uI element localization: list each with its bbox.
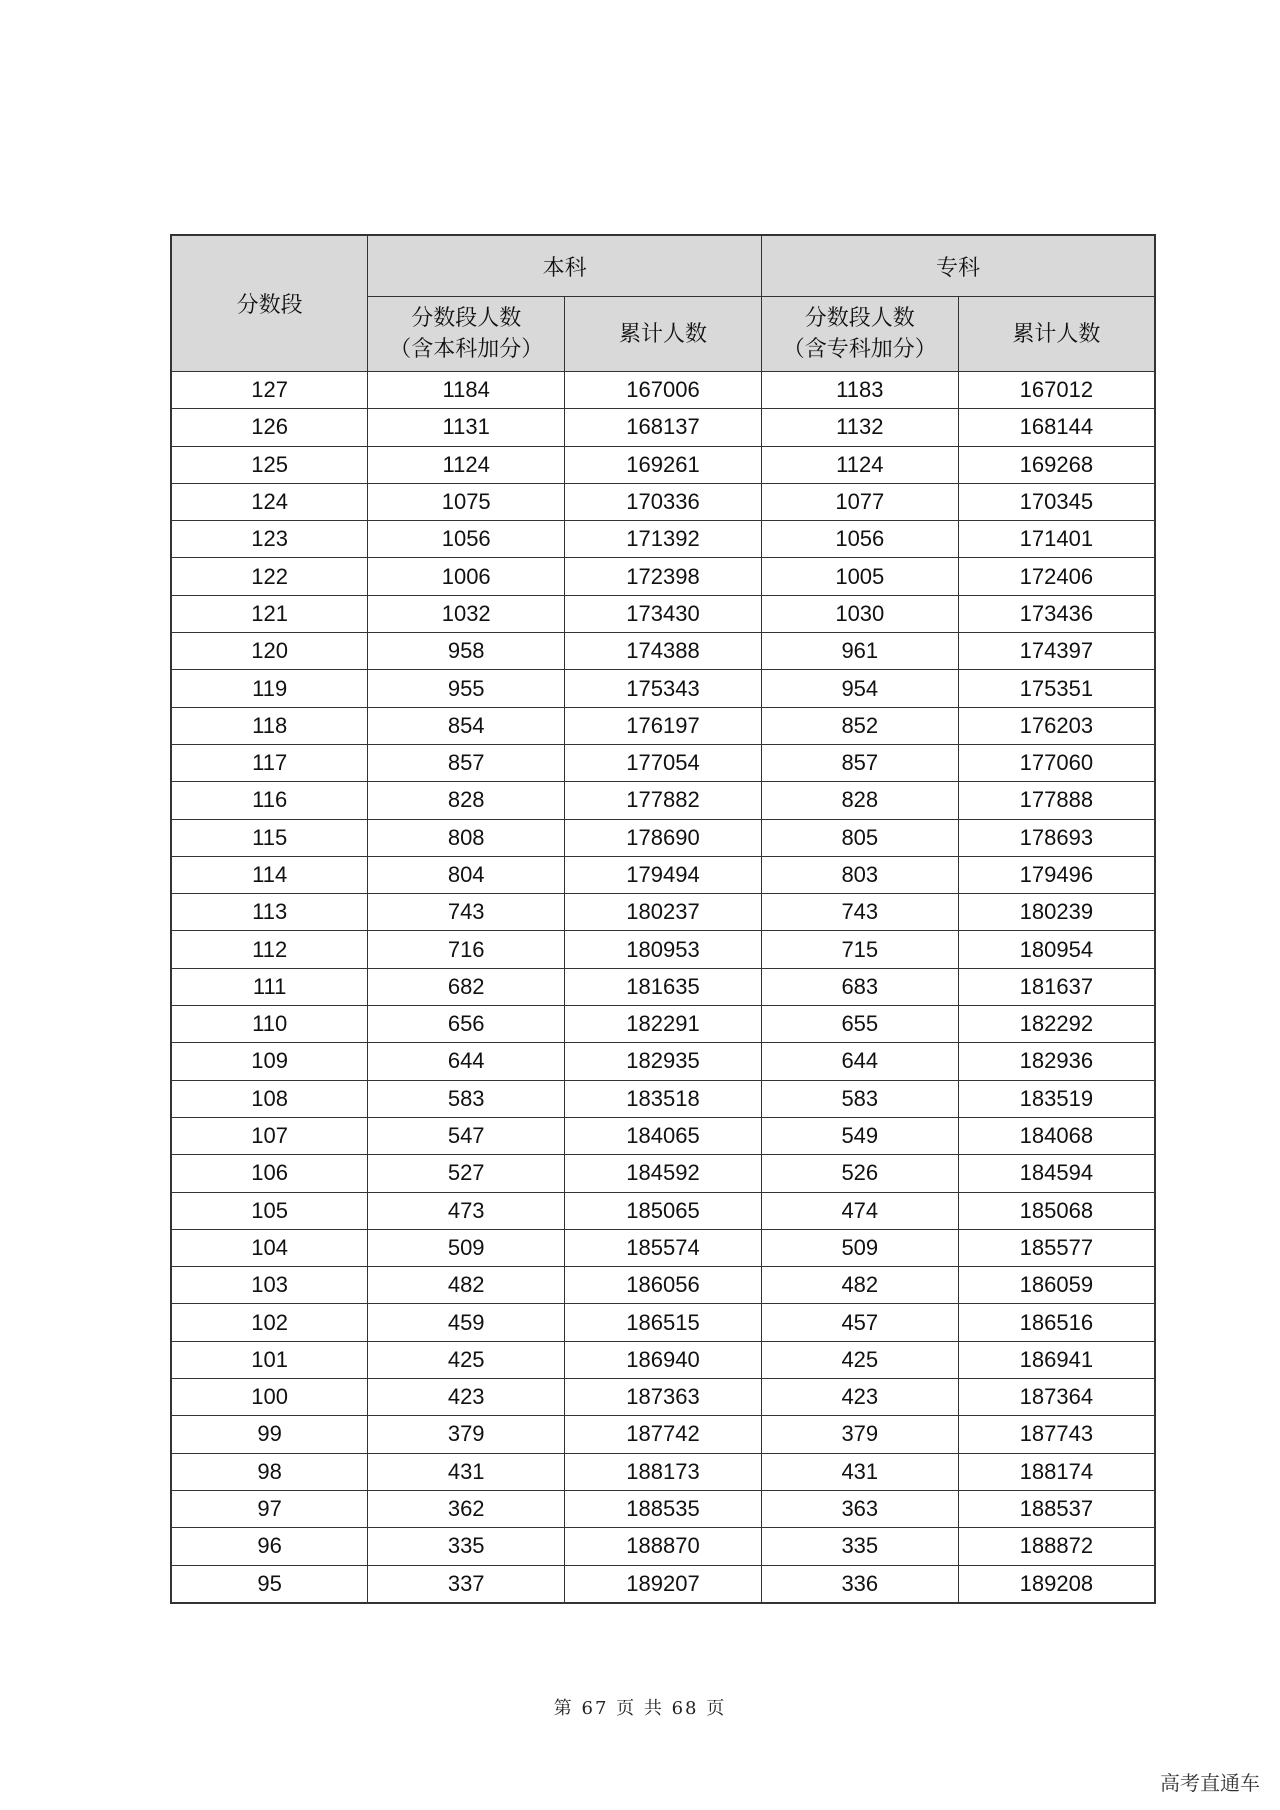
bachelor-count-cell: 955 <box>368 670 565 707</box>
table-row <box>171 1304 1155 1341</box>
table-row <box>171 1006 1155 1043</box>
associate-count-cell: 954 <box>761 670 958 707</box>
associate-cumulative-cell: 172406 <box>958 558 1155 595</box>
associate-count-cell: 857 <box>761 744 958 781</box>
table-row <box>171 1379 1155 1416</box>
table-row <box>171 1192 1155 1229</box>
associate-count-cell: 683 <box>761 968 958 1005</box>
bachelor-cumulative-cell: 187363 <box>565 1379 762 1416</box>
score-cell: 113 <box>171 894 368 931</box>
associate-count-cell: 526 <box>761 1155 958 1192</box>
score-cell: 96 <box>171 1528 368 1565</box>
score-cell: 106 <box>171 1155 368 1192</box>
bachelor-count-cell: 1124 <box>368 446 565 483</box>
associate-cumulative-cell: 177888 <box>958 782 1155 819</box>
score-cell: 104 <box>171 1229 368 1266</box>
bachelor-count-cell: 743 <box>368 894 565 931</box>
bachelor-cumulative-cell: 179494 <box>565 856 762 893</box>
score-cell: 110 <box>171 1006 368 1043</box>
score-cell: 109 <box>171 1043 368 1080</box>
score-cell: 123 <box>171 521 368 558</box>
associate-count-cell: 1132 <box>761 409 958 446</box>
associate-cumulative-cell: 177060 <box>958 744 1155 781</box>
bachelor-cumulative-cell: 177054 <box>565 744 762 781</box>
associate-cumulative-cell: 182292 <box>958 1006 1155 1043</box>
bachelor-count-cell: 857 <box>368 744 565 781</box>
bachelor-cumulative-cell: 172398 <box>565 558 762 595</box>
bachelor-cumulative-cell: 171392 <box>565 521 762 558</box>
bachelor-count-cell: 1032 <box>368 595 565 632</box>
associate-count-cell: 961 <box>761 633 958 670</box>
score-cell: 102 <box>171 1304 368 1341</box>
bachelor-count-cell: 425 <box>368 1341 565 1378</box>
associate-count-cell: 852 <box>761 707 958 744</box>
bachelor-count-cell: 716 <box>368 931 565 968</box>
associate-count-cell: 425 <box>761 1341 958 1378</box>
watermark-text: 高考直通车 <box>1160 1771 1260 1795</box>
bachelor-count-header <box>368 297 565 372</box>
table-body <box>171 372 1155 1603</box>
associate-count-cell: 482 <box>761 1267 958 1304</box>
associate-count-cell: 509 <box>761 1229 958 1266</box>
table-row <box>171 521 1155 558</box>
table-row <box>171 856 1155 893</box>
associate-count-cell: 549 <box>761 1117 958 1154</box>
bachelor-count-label: 分数段人数 <box>411 306 522 331</box>
bachelor-cumulative-cell: 187742 <box>565 1416 762 1453</box>
table-row <box>171 483 1155 520</box>
associate-count-cell: 1124 <box>761 446 958 483</box>
table-row <box>171 931 1155 968</box>
bachelor-cumulative-cell: 178690 <box>565 819 762 856</box>
bachelor-count-cell: 958 <box>368 633 565 670</box>
associate-cumulative-cell: 188174 <box>958 1453 1155 1490</box>
associate-count-note: （含专科加分） <box>782 337 937 362</box>
score-cell: 120 <box>171 633 368 670</box>
bachelor-count-cell: 1075 <box>368 483 565 520</box>
bachelor-cumulative-cell: 189207 <box>565 1565 762 1603</box>
associate-count-cell: 644 <box>761 1043 958 1080</box>
bachelor-cumulative-cell: 180953 <box>565 931 762 968</box>
associate-count-cell: 583 <box>761 1080 958 1117</box>
associate-count-cell: 363 <box>761 1490 958 1527</box>
score-cell: 98 <box>171 1453 368 1490</box>
score-cell: 115 <box>171 819 368 856</box>
table-row <box>171 819 1155 856</box>
bachelor-count-cell: 583 <box>368 1080 565 1117</box>
associate-cumulative-cell: 178693 <box>958 819 1155 856</box>
score-cell: 111 <box>171 968 368 1005</box>
table-row <box>171 1453 1155 1490</box>
table-row <box>171 782 1155 819</box>
bachelor-count-cell: 509 <box>368 1229 565 1266</box>
bachelor-cumulative-cell: 167006 <box>565 372 762 409</box>
bachelor-count-cell: 1184 <box>368 372 565 409</box>
bachelor-cumulative-cell: 186940 <box>565 1341 762 1378</box>
associate-count-cell: 1005 <box>761 558 958 595</box>
table-row <box>171 1267 1155 1304</box>
associate-cumulative-cell: 170345 <box>958 483 1155 520</box>
associate-count-cell: 431 <box>761 1453 958 1490</box>
bachelor-cumulative-cell: 186056 <box>565 1267 762 1304</box>
associate-cumulative-cell: 171401 <box>958 521 1155 558</box>
score-cell: 124 <box>171 483 368 520</box>
associate-cumulative-cell: 187743 <box>958 1416 1155 1453</box>
associate-cumulative-cell: 173436 <box>958 595 1155 632</box>
bachelor-cumulative-cell: 174388 <box>565 633 762 670</box>
score-cell: 95 <box>171 1565 368 1603</box>
score-cell: 127 <box>171 372 368 409</box>
associate-count-cell: 828 <box>761 782 958 819</box>
associate-cumulative-cell: 186059 <box>958 1267 1155 1304</box>
score-cell: 100 <box>171 1379 368 1416</box>
bachelor-cumulative-cell: 184592 <box>565 1155 762 1192</box>
bachelor-count-cell: 431 <box>368 1453 565 1490</box>
associate-cumulative-cell: 188872 <box>958 1528 1155 1565</box>
bachelor-count-cell: 828 <box>368 782 565 819</box>
associate-count-cell: 743 <box>761 894 958 931</box>
associate-count-cell: 1056 <box>761 521 958 558</box>
bachelor-cumulative-cell: 168137 <box>565 409 762 446</box>
table-row <box>171 1490 1155 1527</box>
bachelor-cumulative-cell: 170336 <box>565 483 762 520</box>
associate-cumulative-cell: 184068 <box>958 1117 1155 1154</box>
bachelor-count-cell: 644 <box>368 1043 565 1080</box>
table-row <box>171 707 1155 744</box>
table-row <box>171 1043 1155 1080</box>
bachelor-count-cell: 1056 <box>368 521 565 558</box>
associate-count-cell: 457 <box>761 1304 958 1341</box>
table-row <box>171 1341 1155 1378</box>
bachelor-count-cell: 337 <box>368 1565 565 1603</box>
bachelor-count-cell: 854 <box>368 707 565 744</box>
table-row <box>171 595 1155 632</box>
bachelor-cumulative-cell: 176197 <box>565 707 762 744</box>
bachelor-cumulative-cell: 185574 <box>565 1229 762 1266</box>
score-cell: 118 <box>171 707 368 744</box>
bachelor-cumulative-cell: 181635 <box>565 968 762 1005</box>
associate-cumulative-cell: 182936 <box>958 1043 1155 1080</box>
associate-count-cell: 335 <box>761 1528 958 1565</box>
associate-cumulative-cell: 179496 <box>958 856 1155 893</box>
bachelor-cumulative-cell: 173430 <box>565 595 762 632</box>
table-row <box>171 744 1155 781</box>
bachelor-count-cell: 527 <box>368 1155 565 1192</box>
table-row <box>171 409 1155 446</box>
bachelor-count-cell: 804 <box>368 856 565 893</box>
table-row <box>171 670 1155 707</box>
associate-cumulative-cell: 175351 <box>958 670 1155 707</box>
bachelor-cumulative-cell: 186515 <box>565 1304 762 1341</box>
associate-count-cell: 474 <box>761 1192 958 1229</box>
associate-cumulative-cell: 180954 <box>958 931 1155 968</box>
table-row <box>171 1229 1155 1266</box>
associate-cumulative-cell: 185577 <box>958 1229 1155 1266</box>
score-cell: 122 <box>171 558 368 595</box>
score-distribution-table <box>170 234 1156 1604</box>
associate-count-label: 分数段人数 <box>804 306 915 331</box>
bachelor-count-cell: 547 <box>368 1117 565 1154</box>
bachelor-cumulative-cell: 182935 <box>565 1043 762 1080</box>
bachelor-cumulative-cell: 182291 <box>565 1006 762 1043</box>
associate-cumulative-cell: 189208 <box>958 1565 1155 1603</box>
bachelor-cumulative-cell: 188535 <box>565 1490 762 1527</box>
score-cell: 107 <box>171 1117 368 1154</box>
table-row <box>171 1117 1155 1154</box>
bachelor-cumulative-cell: 169261 <box>565 446 762 483</box>
associate-count-header <box>761 297 958 372</box>
bachelor-cumulative-cell: 177882 <box>565 782 762 819</box>
associate-cumulative-cell: 185068 <box>958 1192 1155 1229</box>
bachelor-cumulative-header: 累计人数 <box>565 297 762 372</box>
score-cell: 112 <box>171 931 368 968</box>
associate-cumulative-cell: 187364 <box>958 1379 1155 1416</box>
associate-cumulative-cell: 186516 <box>958 1304 1155 1341</box>
table-header <box>171 235 1155 372</box>
bachelor-count-cell: 808 <box>368 819 565 856</box>
table-row <box>171 372 1155 409</box>
table-row <box>171 894 1155 931</box>
bachelor-count-cell: 362 <box>368 1490 565 1527</box>
score-cell: 121 <box>171 595 368 632</box>
bachelor-cumulative-cell: 175343 <box>565 670 762 707</box>
associate-cumulative-cell: 184594 <box>958 1155 1155 1192</box>
score-cell: 103 <box>171 1267 368 1304</box>
associate-count-cell: 379 <box>761 1416 958 1453</box>
header-row-top <box>171 235 1155 297</box>
table-row <box>171 1416 1155 1453</box>
bachelor-count-cell: 1006 <box>368 558 565 595</box>
score-cell: 125 <box>171 446 368 483</box>
associate-cumulative-cell: 168144 <box>958 409 1155 446</box>
bachelor-cumulative-cell: 183518 <box>565 1080 762 1117</box>
associate-count-cell: 1077 <box>761 483 958 520</box>
bachelor-count-cell: 335 <box>368 1528 565 1565</box>
score-cell: 101 <box>171 1341 368 1378</box>
score-cell: 97 <box>171 1490 368 1527</box>
table-row <box>171 1155 1155 1192</box>
associate-group-header: 专科 <box>761 235 1155 297</box>
bachelor-cumulative-cell: 184065 <box>565 1117 762 1154</box>
table-row <box>171 446 1155 483</box>
bachelor-count-cell: 482 <box>368 1267 565 1304</box>
page-number-footer: 第 67 页 共 68 页 <box>553 1698 727 1719</box>
bachelor-cumulative-cell: 180237 <box>565 894 762 931</box>
table-row <box>171 558 1155 595</box>
associate-cumulative-cell: 183519 <box>958 1080 1155 1117</box>
bachelor-count-note: （含本科加分） <box>389 337 544 362</box>
bachelor-count-cell: 459 <box>368 1304 565 1341</box>
bachelor-cumulative-cell: 188173 <box>565 1453 762 1490</box>
score-cell: 99 <box>171 1416 368 1453</box>
score-cell: 126 <box>171 409 368 446</box>
score-cell: 119 <box>171 670 368 707</box>
associate-cumulative-cell: 181637 <box>958 968 1155 1005</box>
score-range-header: 分数段 <box>171 235 368 372</box>
associate-cumulative-cell: 167012 <box>958 372 1155 409</box>
bachelor-cumulative-cell: 188870 <box>565 1528 762 1565</box>
bachelor-count-cell: 1131 <box>368 409 565 446</box>
bachelor-count-cell: 656 <box>368 1006 565 1043</box>
associate-count-cell: 336 <box>761 1565 958 1603</box>
associate-cumulative-header: 累计人数 <box>958 297 1155 372</box>
associate-count-cell: 655 <box>761 1006 958 1043</box>
table-row <box>171 1565 1155 1603</box>
associate-cumulative-cell: 186941 <box>958 1341 1155 1378</box>
bachelor-count-cell: 379 <box>368 1416 565 1453</box>
associate-cumulative-cell: 169268 <box>958 446 1155 483</box>
associate-cumulative-cell: 176203 <box>958 707 1155 744</box>
score-cell: 105 <box>171 1192 368 1229</box>
associate-count-cell: 803 <box>761 856 958 893</box>
table-row <box>171 968 1155 1005</box>
bachelor-count-cell: 473 <box>368 1192 565 1229</box>
score-cell: 114 <box>171 856 368 893</box>
bachelor-cumulative-cell: 185065 <box>565 1192 762 1229</box>
associate-cumulative-cell: 174397 <box>958 633 1155 670</box>
associate-cumulative-cell: 180239 <box>958 894 1155 931</box>
score-cell: 108 <box>171 1080 368 1117</box>
table-row <box>171 1080 1155 1117</box>
associate-count-cell: 1030 <box>761 595 958 632</box>
associate-count-cell: 715 <box>761 931 958 968</box>
score-cell: 117 <box>171 744 368 781</box>
bachelor-group-header: 本科 <box>368 235 762 297</box>
score-cell: 116 <box>171 782 368 819</box>
associate-count-cell: 805 <box>761 819 958 856</box>
table-row <box>171 1528 1155 1565</box>
associate-count-cell: 1183 <box>761 372 958 409</box>
bachelor-count-cell: 682 <box>368 968 565 1005</box>
bachelor-count-cell: 423 <box>368 1379 565 1416</box>
associate-count-cell: 423 <box>761 1379 958 1416</box>
table-row <box>171 633 1155 670</box>
associate-cumulative-cell: 188537 <box>958 1490 1155 1527</box>
